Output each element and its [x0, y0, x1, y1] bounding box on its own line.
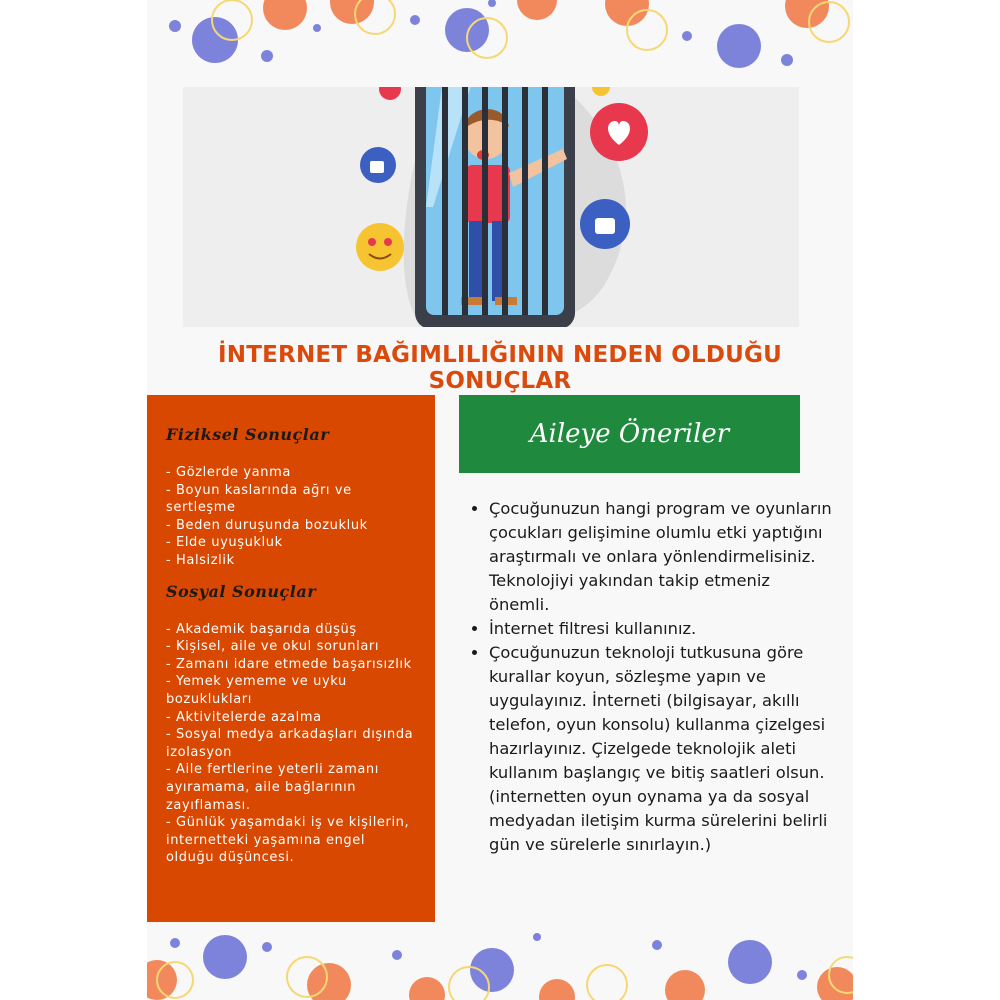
poster-page	[147, 0, 853, 1000]
list-item: - Zamanı idare etmede başarısızlık	[166, 656, 412, 672]
list-item: - Halsizlik	[166, 552, 235, 568]
page-title: İNTERNET BAĞIMLILIĞININ NEDEN OLDUĞU SONUÇLAR	[218, 342, 782, 394]
advice-item: • İnternet filtresi kullanınız.	[489, 617, 834, 641]
social-heading: Sosyal Sonuçlar	[166, 581, 317, 601]
list-item: - Aktivitelerde azalma	[166, 709, 322, 725]
list-item: - Beden duruşunda bozukluk	[166, 517, 368, 533]
advice-item: • Çocuğunuzun teknoloji tutkusuna göre kurallar koyun, sözleşme yapın ve uygulayınız. İnterneti (bilgisayar, akıllı telefon, oyun konsolu) kullanma çizelgesi hazırlayınız. Çizelgede teknolojik aleti kullanım başlangıç ve bitiş saatleri olsun. (internetten oyun oynama ya da sosyal medyadan iletişim kurma sürelerini belirli gün ve sürelerle sınırlayın.)	[489, 641, 834, 857]
consequences-panel	[147, 395, 435, 922]
advice-item: • Çocuğunuzun hangi program ve oyunların çocukları gelişimine olumlu etki yaptığını araştırmalı ve onlara yönlendirmelisiniz. Teknolojiyi yakından takip etmeniz önemli.	[489, 497, 834, 617]
social-list	[166, 621, 417, 867]
list-item: - Elde uyuşukluk	[166, 535, 283, 551]
bottom-dot-decoration	[147, 925, 853, 1000]
physical-list	[166, 464, 417, 570]
list-item: - Günlük yaşamdaki iş ve kişilerin, internetteki yaşamına engel olduğu düşüncesi.	[166, 815, 410, 866]
family-heading: Aileye Öneriler	[529, 419, 730, 449]
family-advice-list	[470, 497, 834, 857]
list-item: - Gözlerde yanma	[166, 465, 291, 480]
hero-illustration	[183, 87, 799, 327]
list-item: - Kişisel, aile ve okul sorunları	[166, 639, 380, 655]
top-dot-decoration	[147, 0, 853, 100]
list-item: - Aile fertlerine yeterli zamanı ayıramama, aile bağlarının zayıflaması.	[166, 762, 379, 813]
list-item: - Yemek yememe ve uyku bozuklukları	[166, 674, 347, 707]
list-item: - Akademik başarıda düşüş	[166, 621, 357, 637]
list-item: - Sosyal medya arkadaşları dışında izolasyon	[166, 727, 414, 760]
physical-heading: Fiziksel Sonuçlar	[166, 425, 330, 444]
list-item: - Boyun kaslarında ağrı ve sertleşme	[166, 482, 352, 516]
family-heading-box	[459, 395, 800, 473]
phone-jail-illustration	[183, 87, 799, 327]
